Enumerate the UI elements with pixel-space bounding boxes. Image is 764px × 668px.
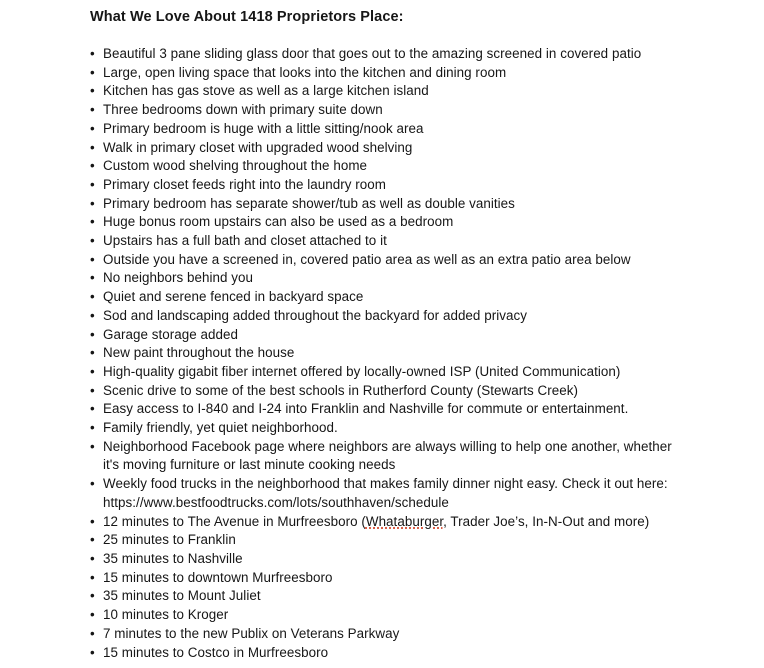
list-item — [90, 64, 690, 83]
bullet-icon: • — [90, 270, 95, 286]
list-item-text: Quiet and serene fenced in backyard space — [103, 289, 364, 305]
list-item — [90, 569, 690, 588]
bullet-icon: • — [90, 195, 95, 211]
bullet-icon: • — [90, 569, 95, 585]
list-item — [90, 438, 690, 475]
list-item — [90, 513, 690, 532]
list-item-text: Garage storage added — [103, 326, 239, 342]
list-item-text: Primary closet feeds right into the laundry room — [103, 176, 386, 192]
list-item — [90, 82, 690, 101]
bullet-icon: • — [90, 513, 95, 529]
bullet-icon: • — [90, 176, 95, 192]
list-item — [90, 45, 690, 64]
list-item — [90, 232, 690, 251]
list-item — [90, 606, 690, 625]
list-item-text: Weekly food trucks in the neighborhood that makes family dinner night easy. Check it out here: https://www.bestfoodtrucks.com/lots/southhaven/schedule — [103, 476, 668, 510]
spellcheck-underlined-word: Whataburger, — [365, 513, 447, 529]
bullet-icon: • — [90, 289, 95, 305]
list-item-text: Neighborhood Facebook page where neighbors are always willing to help one another, whether it's moving furniture or last minute cooking needs — [103, 438, 672, 473]
list-item-text: 7 minutes to the new Publix on Veterans Parkway — [103, 625, 400, 641]
bullet-icon: • — [90, 83, 95, 99]
list-item — [90, 120, 690, 139]
list-item-text: Upstairs has a full bath and closet attached to it — [103, 233, 387, 249]
bullet-icon: • — [90, 550, 95, 566]
list-item — [90, 269, 690, 288]
list-item-text: Family friendly, yet quiet neighborhood. — [103, 420, 338, 436]
bullet-icon: • — [90, 476, 95, 492]
list-item-text: Primary bedroom is huge with a little sitting/nook area — [103, 120, 424, 136]
list-item-text: Sod and landscaping added throughout the backyard for added privacy — [103, 307, 527, 323]
feature-list — [90, 45, 690, 662]
list-item-text: Huge bonus room upstairs can also be used as a bedroom — [103, 214, 454, 230]
list-item-text-segment: Trader Joe’s, In-N-Out and more) — [446, 513, 650, 529]
list-item-text: Large, open living space that looks into the kitchen and dining room — [103, 64, 507, 80]
list-item-text: Primary bedroom has separate shower/tub as well as double vanities — [103, 195, 515, 211]
list-item — [90, 157, 690, 176]
list-item — [90, 475, 690, 512]
page-title: What We Love About 1418 Proprietors Place: — [90, 9, 404, 25]
bullet-icon: • — [90, 588, 95, 604]
list-item — [90, 625, 690, 644]
list-item — [90, 195, 690, 214]
list-item-text: 35 minutes to Mount Juliet — [103, 588, 261, 604]
list-item-text: No neighbors behind you — [103, 270, 254, 286]
bullet-icon: • — [90, 307, 95, 323]
list-item-text: Kitchen has gas stove as well as a large kitchen island — [103, 83, 429, 99]
list-item — [90, 400, 690, 419]
list-item-text: Custom wood shelving throughout the home — [103, 158, 368, 174]
list-item — [90, 213, 690, 232]
bullet-icon: • — [90, 625, 95, 641]
list-item — [90, 307, 690, 326]
list-item-text: Beautiful 3 pane sliding glass door that goes out to the amazing screened in covered patio — [103, 46, 642, 61]
bullet-icon: • — [90, 420, 95, 436]
list-item-text: 15 minutes to Costco in Murfreesboro — [103, 644, 329, 660]
bullet-icon: • — [90, 251, 95, 267]
list-item — [90, 382, 690, 401]
list-item — [90, 344, 690, 363]
list-item — [90, 363, 690, 382]
list-item-text: Three bedrooms down with primary suite down — [103, 102, 383, 118]
bullet-icon: • — [90, 158, 95, 174]
list-item-text: Easy access to I-840 and I-24 into Franklin and Nashville for commute or entertainment. — [103, 401, 629, 417]
list-item — [90, 531, 690, 550]
bullet-icon: • — [90, 120, 95, 136]
list-item-text: Scenic drive to some of the best schools in Rutherford County (Stewarts Creek) — [103, 382, 579, 398]
list-item — [90, 176, 690, 195]
list-item-text: New paint throughout the house — [103, 345, 295, 361]
bullet-icon: • — [90, 214, 95, 230]
list-item-text: 15 minutes to downtown Murfreesboro — [103, 569, 333, 585]
list-item-text: Outside you have a screened in, covered patio area as well as an extra patio area below — [103, 251, 631, 267]
bullet-icon: • — [90, 644, 95, 660]
bullet-icon: • — [90, 233, 95, 249]
list-item — [90, 587, 690, 606]
bullet-icon: • — [90, 382, 95, 398]
list-item — [90, 139, 690, 158]
bullet-icon: • — [90, 46, 95, 61]
bullet-icon: • — [90, 607, 95, 623]
bullet-icon: • — [90, 102, 95, 118]
bullet-icon: • — [90, 401, 95, 417]
bullet-icon: • — [90, 363, 95, 379]
bullet-icon: • — [90, 326, 95, 342]
list-item-text: High-quality gigabit fiber internet offered by locally-owned ISP (United Communication) — [103, 363, 621, 379]
list-item — [90, 251, 690, 270]
bullet-icon: • — [90, 532, 95, 548]
list-item-text: 35 minutes to Nashville — [103, 550, 243, 566]
list-item — [90, 644, 690, 663]
list-item — [90, 101, 690, 120]
list-item — [90, 288, 690, 307]
list-item-text: Walk in primary closet with upgraded wood shelving — [103, 139, 413, 155]
list-item — [90, 419, 690, 438]
bullet-icon: • — [90, 345, 95, 361]
bullet-icon: • — [90, 64, 95, 80]
list-item-text — [103, 514, 649, 529]
list-item — [90, 326, 690, 345]
list-item — [90, 550, 690, 569]
list-item-text: 25 minutes to Franklin — [103, 532, 236, 548]
list-item-text: 10 minutes to Kroger — [103, 607, 229, 623]
list-item-text-segment: 12 minutes to The Avenue in Murfreesboro ( — [103, 513, 366, 529]
bullet-icon: • — [90, 139, 95, 155]
bullet-icon: • — [90, 438, 95, 454]
